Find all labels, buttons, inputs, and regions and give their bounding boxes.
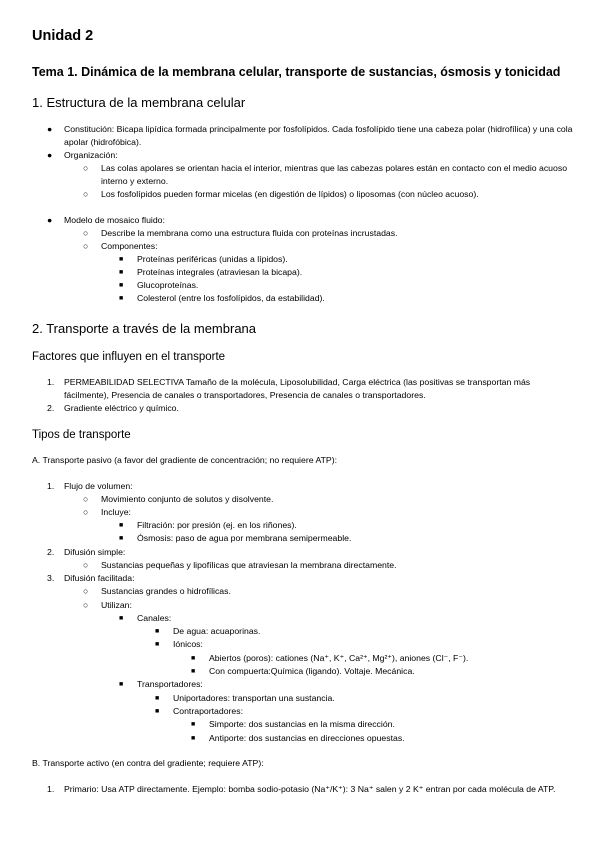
componentes-label: Componentes: xyxy=(101,241,158,251)
number-marker: 2. xyxy=(47,547,55,557)
flujo-item: Movimiento conjunto de solutos y disolvente. xyxy=(101,494,274,504)
bullet-square: ■ xyxy=(119,295,124,302)
canales-label: Canales: xyxy=(137,613,172,623)
bullet-circle: ○ xyxy=(83,241,89,251)
transportadores-item: Contraportadores: xyxy=(173,706,244,716)
bullet-disc: ● xyxy=(47,150,53,160)
incluye-item: Filtración: por presión (ej. en los riñones). xyxy=(137,520,297,530)
topic-title: Tema 1. Dinámica de la membrana celular, transporte de sustancias, ósmosis y tonicidad xyxy=(32,65,561,79)
bullet-square: ■ xyxy=(191,668,196,675)
factores-heading: Factores que influyen en el transporte xyxy=(32,351,226,363)
transportadores-label: Transportadores: xyxy=(137,679,203,689)
df-item: Sustancias grandes o hidrofílicas. xyxy=(101,586,231,596)
bullet-square: ■ xyxy=(155,708,160,715)
org-item: Las colas apolares se orientan hacia el interior, mientras que las cabezas polares están en contacto con el medio acuoso interno y externo. xyxy=(101,163,568,186)
tipos-heading: Tipos de transporte xyxy=(32,429,131,441)
activo-heading: B. Transporte activo (en contra del gradiente; requiere ATP): xyxy=(32,758,264,768)
org-item: Los fosfolípidos pueden formar micelas (en digestión de lípidos) o liposomas (con núcleo acuoso). xyxy=(101,189,479,199)
bullet-square: ■ xyxy=(155,628,160,635)
bullet-circle: ○ xyxy=(83,600,89,610)
bullet-square: ■ xyxy=(191,655,196,662)
bullet-circle: ○ xyxy=(83,494,89,504)
difusion-facilitada-label: Difusión facilitada: xyxy=(64,573,135,583)
flujo-item: Incluye: xyxy=(101,507,131,517)
incluye-item: Ósmosis: paso de agua por membrana semipermeable. xyxy=(137,533,352,543)
bullet-square: ■ xyxy=(155,695,160,702)
number-marker: 3. xyxy=(47,573,55,583)
number-marker: 1. xyxy=(47,481,55,491)
contra-item: Simporte: dos sustancias en la misma dirección. xyxy=(209,719,395,729)
bullet-circle: ○ xyxy=(83,189,89,199)
primario-text: Primario: Usa ATP directamente. Ejemplo: bomba sodio-potasio (Na⁺/K⁺): 3 Na⁺ salen y 2 K⁺ entran por cada molécula de ATP. xyxy=(64,784,556,794)
bullet-square: ■ xyxy=(155,641,160,648)
difusion-simple-item: Sustancias pequeñas y lipofílicas que atraviesan la membrana directamente. xyxy=(101,560,397,570)
bullet-square: ■ xyxy=(119,256,124,263)
bullet-square: ■ xyxy=(119,535,124,542)
bullet-disc: ● xyxy=(47,215,53,225)
ionicos-item: Abiertos (poros): cationes (Na⁺, K⁺, Ca²⁺, Mg²⁺), aniones (Cl⁻, F⁻). xyxy=(209,653,469,663)
number-marker: 2. xyxy=(47,403,55,413)
bullet-square: ■ xyxy=(119,269,124,276)
number-marker: 1. xyxy=(47,784,55,794)
difusion-simple-label: Difusión simple: xyxy=(64,547,126,557)
bullet-circle: ○ xyxy=(83,586,89,596)
df-item: Utilizan: xyxy=(101,600,132,610)
componente-item: Proteínas periféricas (unidas a lípidos). xyxy=(137,254,288,264)
ionicos-item: Con compuerta:Química (ligando). Voltaje. Mecánica. xyxy=(209,666,415,676)
section1-heading: 1. Estructura de la membrana celular xyxy=(32,95,246,110)
unit-title: Unidad 2 xyxy=(32,28,94,44)
transportadores-item: Uniportadores: transportan una sustancia. xyxy=(173,693,335,703)
section2-heading: 2. Transporte a través de la membrana xyxy=(32,321,257,336)
mosaico-label: Modelo de mosaico fluido: xyxy=(64,215,165,225)
bullet-square: ■ xyxy=(119,522,124,529)
mosaico-desc: Describe la membrana como una estructura fluida con proteínas incrustadas. xyxy=(101,228,398,238)
componente-item: Colesterol (entre los fosfolípidos, da estabilidad). xyxy=(137,293,325,303)
bullet-square: ■ xyxy=(191,735,196,742)
bullet-disc: ● xyxy=(47,124,53,134)
factor-item: PERMEABILIDAD SELECTIVA Tamaño de la molécula, Liposolubilidad, Carga eléctrica (las positivas se transportan más fácilmente), Presencia de canales o transportadores, Presencia de canales o transportadores. xyxy=(64,377,531,400)
constitucion-text: Constitución: Bicapa lipídica formada principalmente por fosfolípidos. Cada fosfolípido tiene una cabeza polar (hidrofílica) y una cola apolar (hidrofóbica). xyxy=(64,124,573,147)
bullet-square: ■ xyxy=(191,721,196,728)
canales-item: Iónicos: xyxy=(173,639,203,649)
bullet-circle: ○ xyxy=(83,507,89,517)
number-marker: 1. xyxy=(47,377,55,387)
bullet-circle: ○ xyxy=(83,228,89,238)
bullet-square: ■ xyxy=(119,282,124,289)
componente-item: Glucoproteínas. xyxy=(137,280,199,290)
contra-item: Antiporte: dos sustancias en direcciones opuestas. xyxy=(209,733,405,743)
bullet-circle: ○ xyxy=(83,560,89,570)
bullet-square: ■ xyxy=(119,615,124,622)
pasivo-heading: A. Transporte pasivo (a favor del gradiente de concentración; no requiere ATP): xyxy=(32,455,338,465)
bullet-square: ■ xyxy=(119,681,124,688)
bullet-circle: ○ xyxy=(83,163,89,173)
componente-item: Proteínas integrales (atraviesan la bicapa). xyxy=(137,267,303,277)
organizacion-label: Organización: xyxy=(64,150,118,160)
factor-item: Gradiente eléctrico y químico. xyxy=(64,403,179,413)
canales-item: De agua: acuaporinas. xyxy=(173,626,261,636)
flujo-label: Flujo de volumen: xyxy=(64,481,133,491)
